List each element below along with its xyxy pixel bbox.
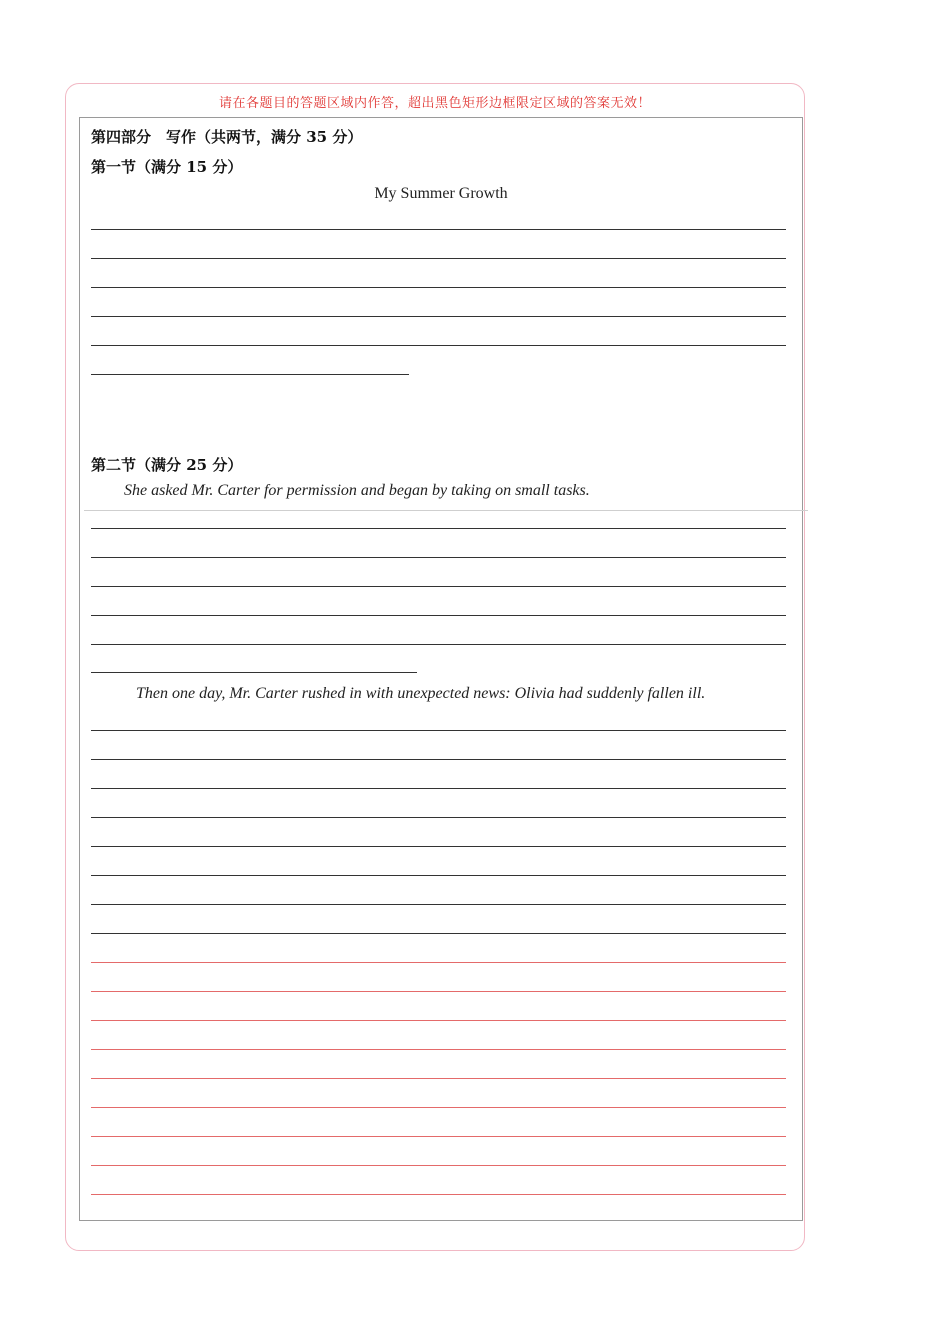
essay-title: My Summer Growth [374,185,508,202]
answer-line[interactable] [91,586,786,587]
answer-line[interactable] [91,788,786,789]
answer-line-overflow[interactable] [91,1078,786,1079]
answer-line[interactable] [91,846,786,847]
answer-line[interactable] [91,730,786,731]
answer-box [79,117,803,1221]
paragraph2-opening-prompt: Then one day, Mr. Carter rushed in with unexpected news: Olivia had suddenly fallen ill. [136,685,706,702]
answer-area-notice: 请在各题目的答题区域内作答，超出黑色矩形边框限定区域的答案无效！ [218,96,651,111]
section-divider [84,510,808,511]
answer-line-overflow[interactable] [91,1020,786,1021]
answer-line-overflow[interactable] [91,991,786,992]
answer-line-overflow[interactable] [91,1107,786,1108]
answer-line[interactable] [91,672,417,673]
answer-line[interactable] [91,644,786,645]
answer-line[interactable] [91,528,786,529]
answer-line[interactable] [91,759,786,760]
answer-line-overflow[interactable] [91,1136,786,1137]
answer-line-overflow[interactable] [91,1194,786,1195]
answer-line[interactable] [91,316,786,317]
answer-line[interactable] [91,258,786,259]
paragraph1-opening-prompt: She asked Mr. Carter for permission and began by taking on small tasks. [124,482,590,499]
answer-line[interactable] [91,933,786,934]
answer-line-overflow[interactable] [91,962,786,963]
answer-line[interactable] [91,345,786,346]
answer-line[interactable] [91,557,786,558]
answer-line[interactable] [91,229,786,230]
section1-heading: 第一节（满分 15 分） [91,158,243,176]
answer-line[interactable] [91,817,786,818]
answer-line-overflow[interactable] [91,1049,786,1050]
answer-line[interactable] [91,374,409,375]
answer-line-overflow[interactable] [91,1165,786,1166]
answer-line[interactable] [91,904,786,905]
answer-line[interactable] [91,875,786,876]
answer-line[interactable] [91,615,786,616]
part-title: 第四部分 写作（共两节，满分 35 分） [91,128,363,146]
answer-line[interactable] [91,287,786,288]
section2-heading: 第二节（满分 25 分） [91,456,243,474]
